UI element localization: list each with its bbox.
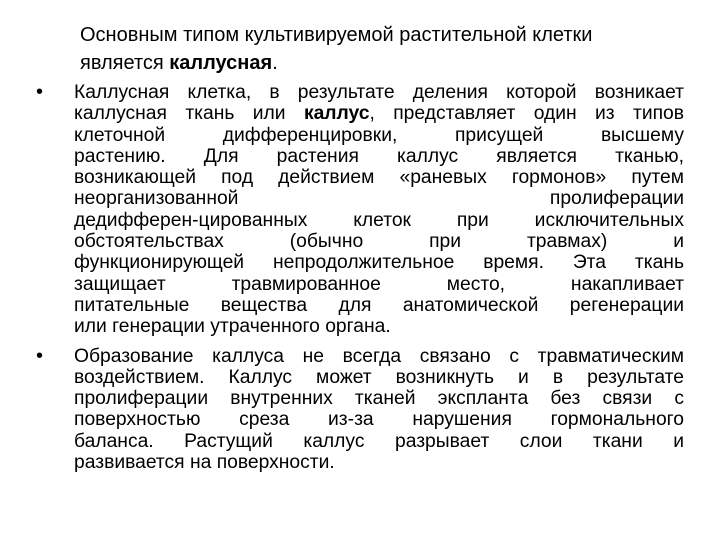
bullet-item-1 xyxy=(36,82,684,338)
bullet-list xyxy=(36,82,684,481)
bullet-2-line-6: развивается на поверхности. xyxy=(74,452,335,474)
bullet-1-line-4: растению. Для растения каллус является тканью, xyxy=(74,145,684,167)
bullet-1-line-2 xyxy=(74,103,684,124)
intro-term-callus: каллусная xyxy=(169,52,273,74)
bullet-2-line-1: Образование каллуса не всегда связано с травматическим xyxy=(74,345,684,367)
bullet-1-line-1: Каллусная клетка, в результате деления которой возникает xyxy=(74,82,684,103)
bullet-2-line-2: воздействием. Каллус может возникнуть и в результате xyxy=(74,366,684,388)
bullet-1-line-9: функционирующей непродолжительное время. Эта ткань xyxy=(74,252,684,274)
bullet-1-line-2-a: каллусная ткань или xyxy=(74,103,304,125)
bullet-1-line-6: неорганизованной пролиферации xyxy=(74,188,684,210)
bullet-1-line-5: возникающей под действием «раневых гормонов» путем xyxy=(74,167,684,189)
bullet-item-2 xyxy=(36,346,684,474)
bullet-2-line-3: пролиферации внутренних тканей экспланта без связи с xyxy=(74,388,684,410)
bullet-1-line-8: обстоятельствах (обычно при травмах) и xyxy=(74,231,684,253)
intro-line-2-prefix: является xyxy=(80,52,170,74)
bullet-1-line-2-b: , представляет один из типов xyxy=(369,103,684,125)
bullet-1-term-callus: каллус xyxy=(303,103,370,125)
intro-line-2 xyxy=(80,49,680,77)
bullet-marker: • xyxy=(36,81,44,103)
bullet-1-line-10: защищает травмированное место, накапливает xyxy=(74,273,684,295)
bullet-1-line-3: клеточной дифференцировки, присущей высшему xyxy=(74,124,684,146)
bullet-1-line-11: питательные вещества для анатомической регенерации xyxy=(74,294,684,316)
bullet-1-line-12: или генерации утраченного органа. xyxy=(74,316,391,338)
bullet-2-line-5: баланса. Растущий каллус разрывает слои ткани и xyxy=(74,430,684,452)
bullet-marker: • xyxy=(36,344,44,367)
intro-line-1: Основным типом культивируемой растительной клетки xyxy=(80,24,593,46)
intro-line-2-suffix: . xyxy=(272,52,278,74)
bullet-1-line-7: дедифферен-цированных клеток при исключительных xyxy=(74,209,684,231)
bullet-2-line-4: поверхностью среза из-за нарушения гормонального xyxy=(74,409,684,431)
intro-paragraph xyxy=(80,21,680,77)
